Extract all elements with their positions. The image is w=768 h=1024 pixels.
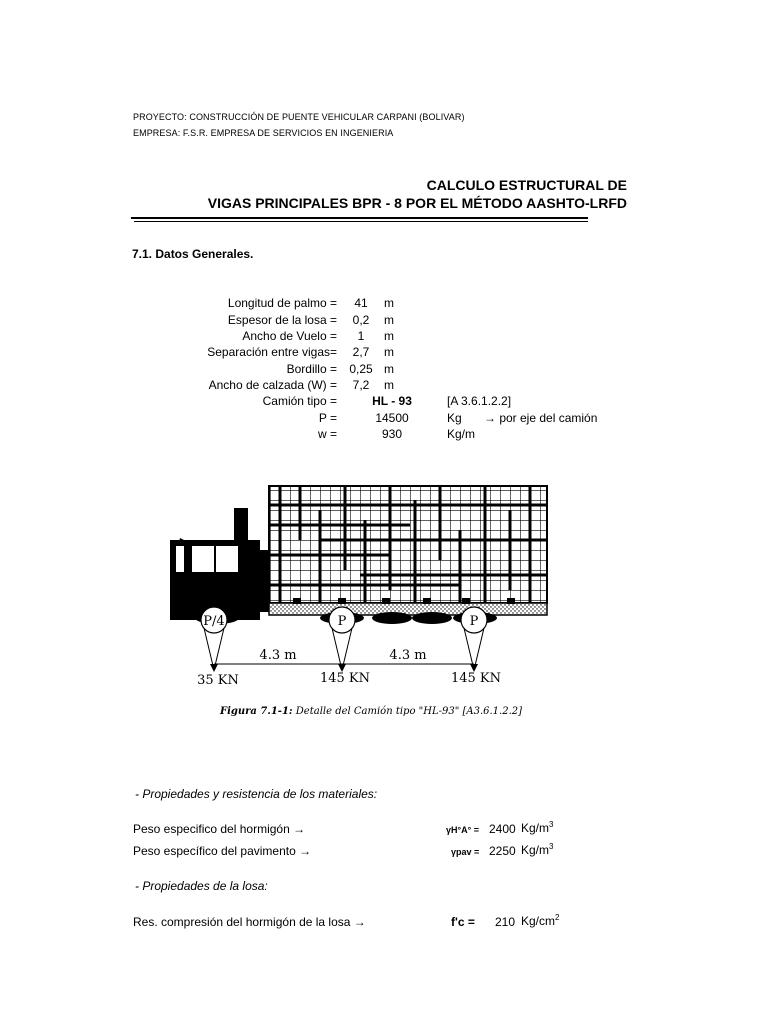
title-underline <box>131 217 588 219</box>
slab-value: 210 <box>495 915 516 929</box>
material-symbol: γH°A° = <box>446 825 479 835</box>
materials-subtitle: - Propiedades y resistencia de los materiales: <box>135 787 378 801</box>
material-value: 2250 <box>489 844 516 858</box>
data-unit: m <box>384 378 394 392</box>
data-unit: m <box>384 313 394 327</box>
material-unit: $Kg/m^3$ <box>521 820 554 835</box>
load-label-middle: 145 KN <box>319 671 371 686</box>
data-unit: m <box>384 296 394 310</box>
data-label: P = <box>318 411 337 425</box>
data-unit: m <box>384 345 394 359</box>
axle-marker-middle <box>329 607 355 672</box>
data-label: w = <box>317 427 337 441</box>
data-label: Separación entre vigas= <box>207 345 337 359</box>
spacing-label-1: 4.3 m <box>259 648 297 663</box>
data-label: Longitud de palmo = <box>227 296 337 310</box>
data-label: Camión tipo = <box>262 394 337 408</box>
material-unit: $Kg/m^3$ <box>521 842 554 857</box>
slab-subtitle: - Propiedades de la losa: <box>135 879 268 893</box>
load-label-rear: 145 KN <box>450 671 502 686</box>
material-value: 2400 <box>489 822 516 836</box>
load-label-front: 35 KN <box>197 673 239 688</box>
hl93-truck-diagram <box>160 480 560 690</box>
data-unit: Kg <box>447 411 462 425</box>
company-line: EMPRESA: F.S.R. EMPRESA DE SERVICIOS EN INGENIERIA <box>133 128 394 138</box>
trailer-box <box>269 486 547 603</box>
axle-label-front: P/4 <box>203 614 225 629</box>
data-value: 14500 <box>375 411 409 425</box>
material-label: Peso especifico del hormigón → <box>133 822 306 836</box>
spacing-label-2: 4.3 m <box>389 648 427 663</box>
slab-unit: $Kg/cm^2$ <box>521 913 560 928</box>
data-value: 2,7 <box>352 345 370 359</box>
title-underline-thin <box>134 221 588 222</box>
slab-label: Res. compresión del hormigón de la losa → <box>133 915 366 929</box>
material-label: Peso específico del pavimento → <box>133 844 312 858</box>
data-label: Ancho de Vuelo = <box>242 329 337 343</box>
data-value: 41 <box>354 296 368 310</box>
chassis-bed <box>269 603 547 615</box>
axle-label-middle: P <box>337 614 347 629</box>
data-unit: Kg/m <box>447 427 476 441</box>
caption-label: Figura 7.1-1: <box>220 706 293 717</box>
truck-cab <box>170 508 269 620</box>
material-symbol: γpav = <box>451 847 480 857</box>
page-title-line2: VIGAS PRINCIPALES BPR - 8 POR EL MÉTODO AASHTO-LRFD <box>207 195 627 211</box>
project-line: PROYECTO: CONSTRUCCIÓN DE PUENTE VEHICULAR CARPANI (BOLIVAR) <box>133 112 465 122</box>
section-heading: 7.1. Datos Generales. <box>132 247 254 261</box>
axle-marker-front <box>201 607 227 672</box>
figure-caption <box>220 706 522 717</box>
data-value: 1 <box>357 329 365 343</box>
page-title-line1: CALCULO ESTRUCTURAL DE <box>426 177 627 193</box>
data-note: → por eje del camión <box>484 411 598 425</box>
data-value: HL - 93 <box>372 394 412 408</box>
data-value: 0,2 <box>352 313 370 327</box>
caption-text: Detalle del Camión tipo "HL-93" [A3.6.1.2.2] <box>295 706 523 717</box>
data-value: 7,2 <box>352 378 370 392</box>
axle-marker-rear <box>461 607 487 672</box>
data-label: Bordillo = <box>286 362 337 376</box>
data-unit: m <box>384 362 394 376</box>
data-label: Espesor de la losa = <box>227 313 337 327</box>
data-label: Ancho de calzada (W) = <box>208 378 337 392</box>
slab-symbol: f'c = <box>451 915 475 929</box>
data-unit: [A 3.6.1.2.2] <box>447 394 512 408</box>
axle-label-rear: P <box>469 614 479 629</box>
data-unit: m <box>384 329 394 343</box>
data-value: 930 <box>381 427 403 441</box>
data-value: 0,25 <box>349 362 373 376</box>
